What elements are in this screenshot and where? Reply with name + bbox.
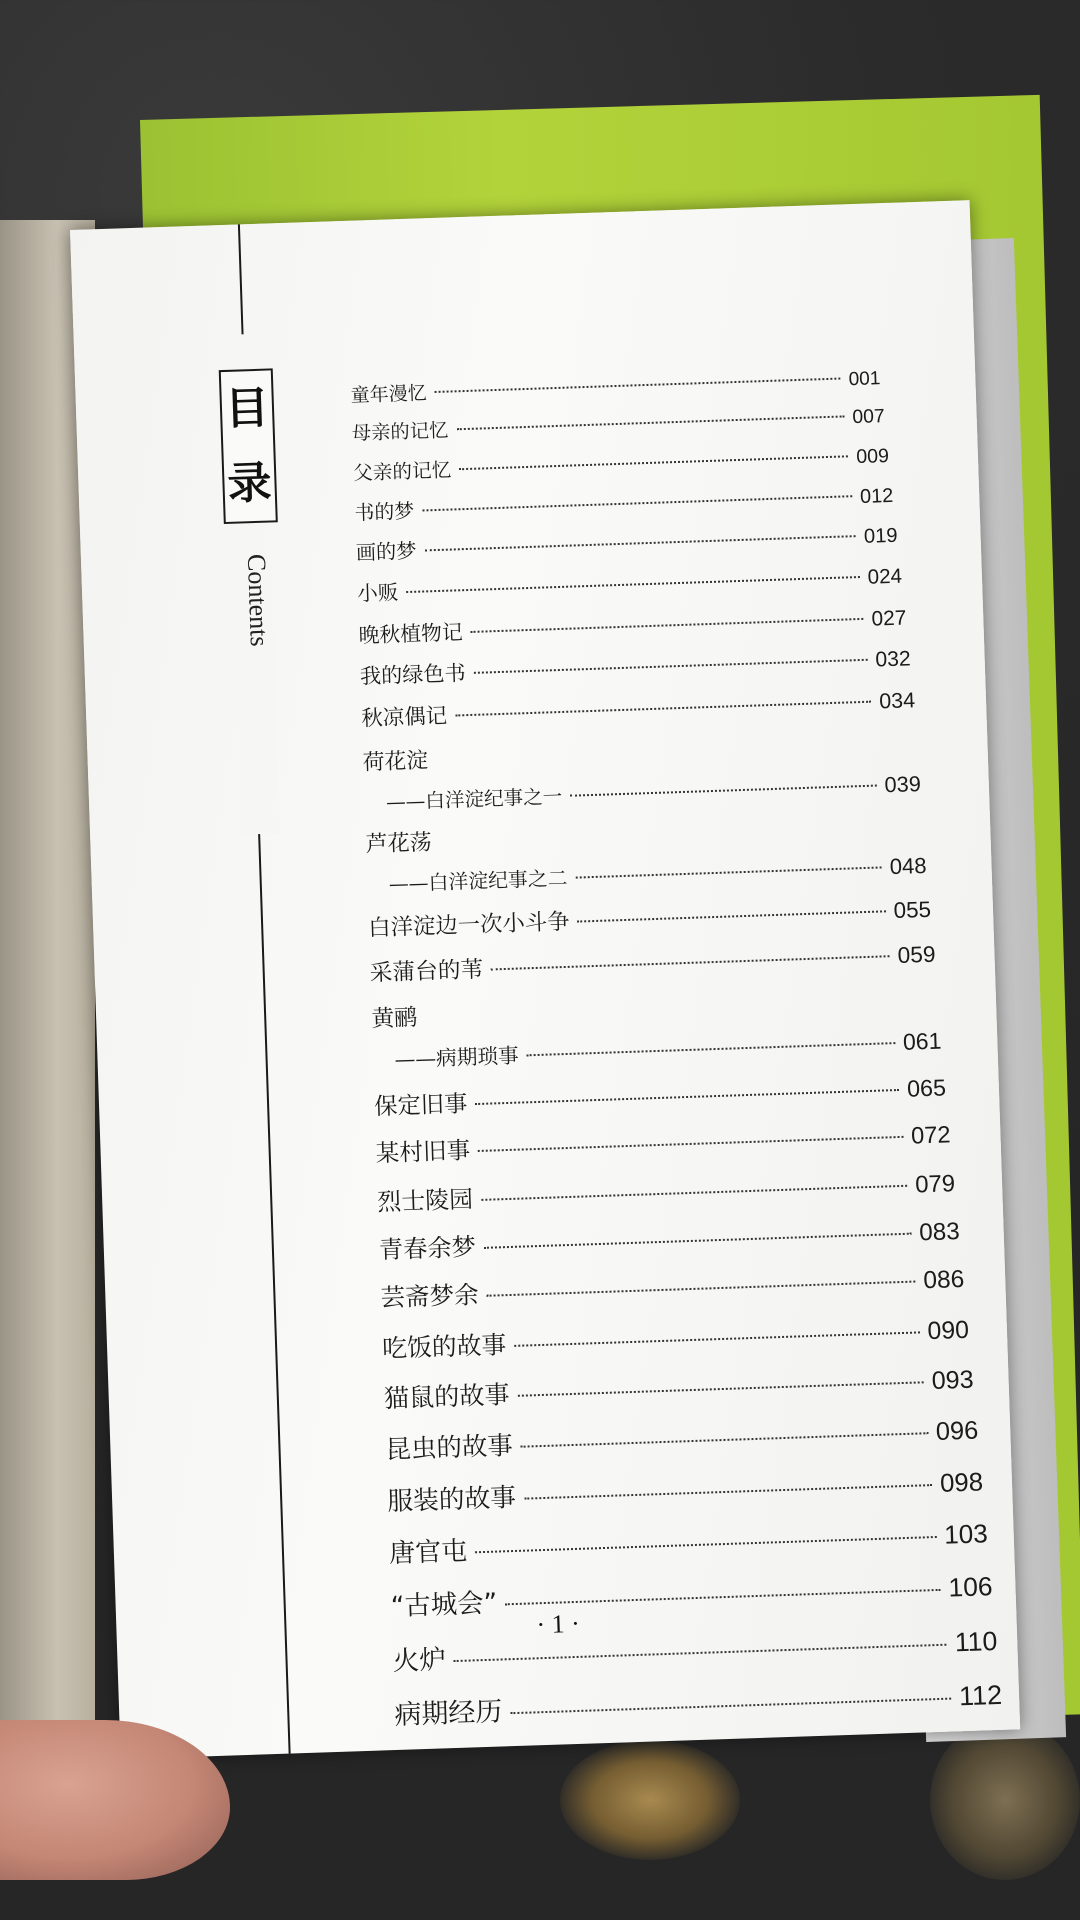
toc-entry-title: 猫鼠的故事 (383, 1380, 511, 1414)
toc-entry-page: 032 (875, 646, 912, 672)
toc-entry-title: 黄鹂 (370, 1004, 418, 1033)
toc-entry-page: 012 (859, 484, 894, 508)
dot-leader (471, 618, 864, 633)
toc-entry-page: 007 (852, 406, 885, 429)
dot-leader (406, 576, 860, 593)
toc-entry-subtitle: ——白洋淀纪事之一 (385, 784, 563, 814)
toc-entry-title: 服装的故事 (386, 1482, 517, 1517)
contents-english-heading: Contents (241, 553, 274, 647)
toc-entry-page: 001 (848, 368, 881, 391)
toc-entry-title: 画的梦 (355, 538, 417, 565)
toc-entry (378, 1212, 960, 1266)
toc-entry-title: 烈士陵园 (376, 1184, 474, 1216)
dot-leader (456, 416, 844, 431)
toc-entry-title: 吃饭的故事 (381, 1329, 507, 1363)
toc-entry-title: 白洋淀边一次小斗争 (367, 908, 571, 942)
dot-leader (475, 1089, 899, 1105)
toc-entry-page: 034 (878, 688, 916, 714)
toc-entry-page: 106 (947, 1571, 993, 1603)
heading-char-2: 录 (226, 456, 273, 510)
toc-entry (387, 1461, 984, 1518)
toc-entry-page: 096 (935, 1416, 979, 1446)
toc-entry (362, 727, 921, 816)
toc-entry-page: 027 (871, 606, 907, 631)
toc-entry-title: 母亲的记忆 (351, 419, 449, 446)
toc-entry-title: 小贩 (356, 580, 399, 606)
toc-entry-page: 098 (939, 1468, 984, 1498)
toc-entry (368, 892, 932, 943)
toc-entry-page: 059 (897, 940, 936, 968)
dot-leader (578, 910, 886, 922)
dot-leader (475, 1536, 936, 1553)
carpet-highlight-right (930, 1720, 1080, 1880)
toc-entry-page: 112 (958, 1680, 1003, 1712)
toc-entry (394, 1673, 1003, 1732)
dot-leader (455, 701, 871, 717)
dot-leader (481, 1184, 907, 1200)
toc-entry (353, 439, 890, 486)
toc-entry-page: 083 (918, 1218, 961, 1247)
dot-leader (459, 455, 848, 470)
toc-entry-page: 024 (867, 564, 903, 590)
toc-entry-title: 荷花淀 (362, 748, 429, 776)
dot-leader (478, 1136, 903, 1152)
toc-entry-title: 火炉 (392, 1644, 447, 1677)
toc-entry (380, 1260, 965, 1314)
toc-entry-page: 086 (922, 1266, 965, 1295)
toc-entry-title: 晚秋植物记 (358, 620, 464, 648)
toc-entry-page: 072 (910, 1122, 951, 1150)
toc-entry-page: 065 (906, 1074, 947, 1102)
toc-entry (388, 1513, 988, 1570)
dot-leader (510, 1698, 951, 1715)
toc-entry-page: 110 (954, 1625, 998, 1658)
table-of-contents (350, 363, 1003, 1748)
toc-entry-title: 采蒲台的苇 (369, 956, 484, 987)
toc-entry (361, 684, 916, 733)
heading-char-1: 目 (224, 382, 270, 435)
dot-leader (474, 658, 868, 673)
dot-leader (514, 1331, 919, 1346)
toc-entry-title: 昆虫的故事 (385, 1430, 514, 1466)
toc-entry-page: 019 (863, 524, 898, 548)
toc-entry (365, 809, 927, 898)
toc-entry (392, 1619, 998, 1678)
carpet-highlight (560, 1740, 740, 1860)
toc-entry (355, 519, 898, 566)
dot-leader (454, 1643, 947, 1661)
dot-leader (527, 1042, 895, 1056)
toc-entry (359, 642, 911, 690)
toc-entry (385, 1410, 979, 1466)
toc-entry-subtitle: ——白洋淀纪事之二 (388, 867, 568, 897)
toc-entry-title: “古城会” (390, 1588, 498, 1623)
toc-entry-title: 父亲的记忆 (352, 458, 452, 485)
toc-entry-title: 某村旧事 (375, 1136, 471, 1168)
contents-heading-box (219, 368, 278, 524)
toc-entry (383, 1360, 974, 1416)
dot-leader (575, 867, 881, 879)
toc-entry-title: 我的绿色书 (359, 659, 466, 689)
dot-leader (505, 1589, 940, 1605)
toc-entry-page: 039 (884, 770, 922, 797)
dot-leader (424, 535, 855, 551)
toc-entry-title: 病期经历 (393, 1696, 503, 1732)
toc-entry-title: 青春余梦 (378, 1233, 477, 1265)
dot-leader (518, 1382, 924, 1397)
toc-entry (382, 1310, 970, 1365)
toc-entry (369, 936, 936, 987)
toc-entry-page: 079 (914, 1169, 956, 1199)
toc-entry (374, 1068, 947, 1121)
toc-entry-page: 048 (889, 853, 927, 880)
toc-entry-page: 093 (931, 1365, 975, 1396)
toc-entry-title: 童年漫忆 (350, 382, 427, 407)
toc-entry (357, 559, 903, 607)
toc-entry-title: 唐官屯 (388, 1536, 468, 1569)
toc-entry-page: 055 (893, 896, 932, 923)
toc-entry (390, 1565, 993, 1623)
dot-leader (521, 1432, 928, 1448)
toc-entry-title: 书的梦 (354, 499, 415, 525)
toc-entry-page: 103 (943, 1518, 989, 1550)
toc-entry-page: 061 (902, 1027, 942, 1056)
toc-entry-title: 芸斋梦余 (380, 1280, 480, 1313)
toc-entry-page: 090 (927, 1316, 970, 1345)
dot-leader (570, 784, 876, 796)
toc-entry (351, 401, 885, 447)
toc-entry (371, 981, 942, 1074)
dot-leader (524, 1484, 932, 1500)
page-number: · 1 · (536, 1608, 581, 1640)
toc-entry-title: 保定旧事 (373, 1089, 468, 1120)
dot-leader (435, 378, 841, 393)
toc-entry-title: 秋凉偶记 (360, 704, 448, 733)
toc-entry (358, 600, 907, 648)
toc-entry-subtitle: ——病期琐事 (394, 1043, 520, 1073)
toc-entry (375, 1115, 951, 1168)
toc-entry-title: 芦花荡 (365, 830, 433, 858)
dot-leader (487, 1281, 916, 1297)
dot-leader (484, 1233, 912, 1249)
dot-leader (422, 495, 852, 511)
toc-entry-page: 009 (855, 445, 890, 469)
toc-entry (350, 363, 881, 408)
dot-leader (491, 955, 890, 970)
book-page (70, 200, 1020, 1759)
toc-entry (354, 479, 894, 526)
toc-entry (377, 1163, 956, 1217)
